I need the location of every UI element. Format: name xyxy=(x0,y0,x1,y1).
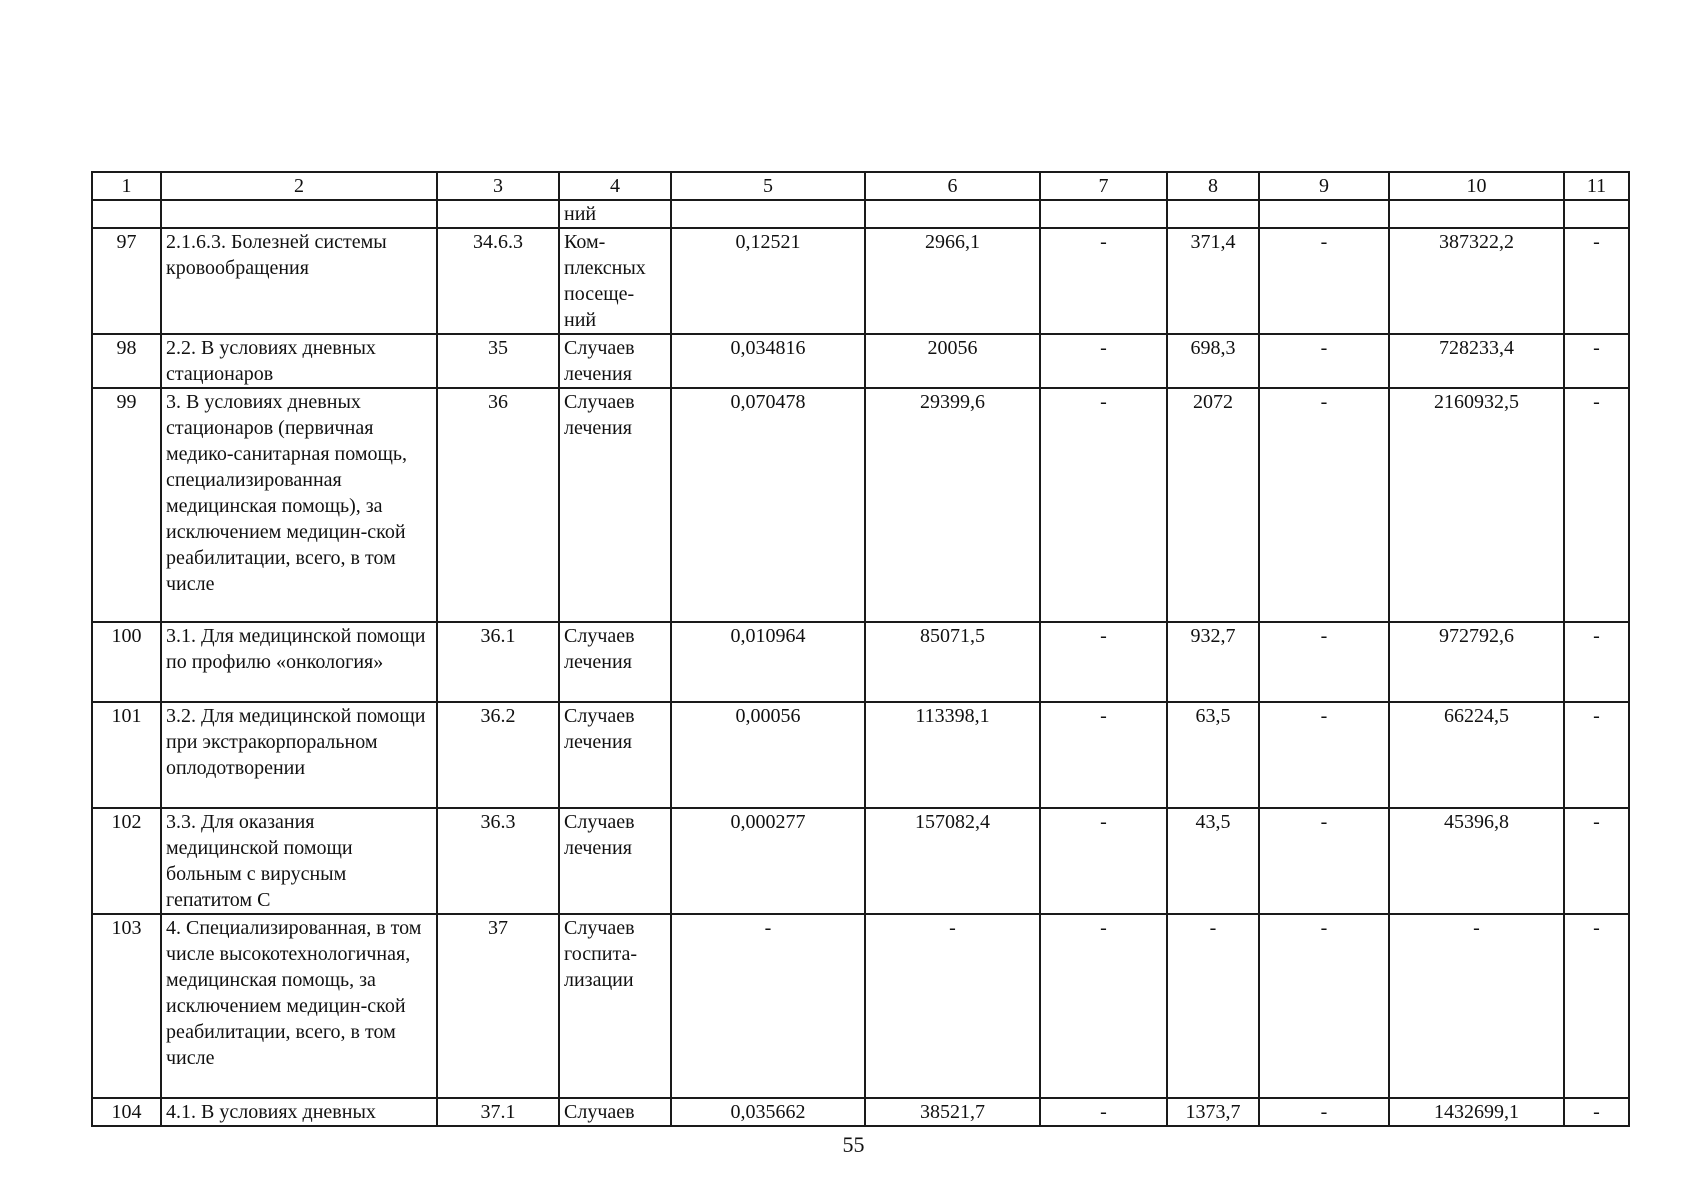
table-cell-col-9: - xyxy=(1259,1098,1389,1126)
table-cell-col-6: 29399,6 xyxy=(865,388,1040,622)
table-cell-col-9: - xyxy=(1259,914,1389,1098)
table-cell-col-3: 36.1 xyxy=(437,622,559,702)
table-cell-col-1: 99 xyxy=(92,388,161,622)
table-cell-col-9: - xyxy=(1259,334,1389,388)
table-cell-col-8: 932,7 xyxy=(1167,622,1259,702)
table-cell-col-10: 387322,2 xyxy=(1389,228,1564,334)
table-cell-col-4: Случаев лечения xyxy=(559,334,671,388)
table-cell-col-6: 2966,1 xyxy=(865,228,1040,334)
table-cell-col-1: 101 xyxy=(92,702,161,808)
table-cell-col-2: 3. В условиях дневных стационаров (первичная медико-санитарная помощь, специализированная медицинская помощь), за исключением медицин-ской реабилитации, всего, в том числе xyxy=(161,388,437,622)
table-cell-col-6: 6 xyxy=(865,172,1040,200)
table-cell-col-9: - xyxy=(1259,622,1389,702)
table-cell-col-3 xyxy=(437,200,559,228)
table-cell-col-8: 8 xyxy=(1167,172,1259,200)
table-cell-col-11: - xyxy=(1564,622,1629,702)
table-cell-col-10: 1432699,1 xyxy=(1389,1098,1564,1126)
table-cell-col-5: 0,034816 xyxy=(671,334,865,388)
table-cell-col-5: - xyxy=(671,914,865,1098)
table-cell-col-9: - xyxy=(1259,808,1389,914)
table-row xyxy=(92,702,1629,808)
table-cell-col-11: 11 xyxy=(1564,172,1629,200)
table-cell-col-10: - xyxy=(1389,914,1564,1098)
table-cell-col-11: - xyxy=(1564,702,1629,808)
table-cell-col-2: 2.1.6.3. Болезней системы кровообращения xyxy=(161,228,437,334)
table-cell-col-10: 10 xyxy=(1389,172,1564,200)
table-cell-col-11: - xyxy=(1564,228,1629,334)
table-cell-col-1 xyxy=(92,200,161,228)
table-cell-col-3: 36.3 xyxy=(437,808,559,914)
table-cell-col-4: Случаев госпита- лизации xyxy=(559,914,671,1098)
table-cell-col-3: 36.2 xyxy=(437,702,559,808)
table-cell-col-8: 1373,7 xyxy=(1167,1098,1259,1126)
table-cell-col-3: 3 xyxy=(437,172,559,200)
table-cell-col-7: 7 xyxy=(1040,172,1167,200)
table-row xyxy=(92,914,1629,1098)
table-cell-col-9: - xyxy=(1259,228,1389,334)
table-cell-col-7: - xyxy=(1040,334,1167,388)
table-cell-col-4: Ком- плексных посеще- ний xyxy=(559,228,671,334)
table-cell-col-7: - xyxy=(1040,808,1167,914)
table-cell-col-8: 63,5 xyxy=(1167,702,1259,808)
table-cell-col-7: - xyxy=(1040,914,1167,1098)
table-continuation-row xyxy=(92,200,1629,228)
table-cell-col-6: - xyxy=(865,914,1040,1098)
table-cell-col-2: 3.3. Для оказания медицинской помощи больным с вирусным гепатитом С xyxy=(161,808,437,914)
table-cell-col-10 xyxy=(1389,200,1564,228)
table-cell-col-5: 0,010964 xyxy=(671,622,865,702)
table-cell-col-7: - xyxy=(1040,228,1167,334)
table-cell-col-11: - xyxy=(1564,808,1629,914)
table-cell-col-9: - xyxy=(1259,388,1389,622)
table-cell-col-1: 102 xyxy=(92,808,161,914)
table-cell-col-3: 37 xyxy=(437,914,559,1098)
table-header-row xyxy=(92,172,1629,200)
table-cell-col-8: - xyxy=(1167,914,1259,1098)
table-row xyxy=(92,228,1629,334)
table-cell-col-5: 0,12521 xyxy=(671,228,865,334)
table-cell-col-3: 34.6.3 xyxy=(437,228,559,334)
table-cell-col-10: 2160932,5 xyxy=(1389,388,1564,622)
table-cell-col-7 xyxy=(1040,200,1167,228)
data-table-container xyxy=(91,171,1628,1127)
table-cell-col-5: 0,00056 xyxy=(671,702,865,808)
table-cell-col-2: 2.2. В условиях дневных стационаров xyxy=(161,334,437,388)
table-cell-col-4: Случаев лечения xyxy=(559,702,671,808)
table-cell-col-1: 104 xyxy=(92,1098,161,1126)
table-cell-col-4: Случаев лечения xyxy=(559,808,671,914)
table-cell-col-2: 2 xyxy=(161,172,437,200)
table-cell-col-9: 9 xyxy=(1259,172,1389,200)
table-cell-col-8: 43,5 xyxy=(1167,808,1259,914)
table-cell-col-6: 157082,4 xyxy=(865,808,1040,914)
table-row xyxy=(92,808,1629,914)
table-cell-col-7: - xyxy=(1040,388,1167,622)
table-cell-col-8 xyxy=(1167,200,1259,228)
table-row xyxy=(92,622,1629,702)
table-cell-col-4: ний xyxy=(559,200,671,228)
table-cell-col-10: 728233,4 xyxy=(1389,334,1564,388)
table-cell-col-2 xyxy=(161,200,437,228)
table-body xyxy=(92,172,1629,1126)
table-cell-col-4: Случаев лечения xyxy=(559,388,671,622)
table-cell-col-6: 85071,5 xyxy=(865,622,1040,702)
table-cell-col-4: 4 xyxy=(559,172,671,200)
table-cell-col-8: 371,4 xyxy=(1167,228,1259,334)
table-cell-col-11: - xyxy=(1564,1098,1629,1126)
table-cell-col-9 xyxy=(1259,200,1389,228)
table-cell-col-3: 37.1 xyxy=(437,1098,559,1126)
table-row xyxy=(92,1098,1629,1126)
table-cell-col-5: 5 xyxy=(671,172,865,200)
table-cell-col-1: 1 xyxy=(92,172,161,200)
table-cell-col-6 xyxy=(865,200,1040,228)
table-cell-col-1: 103 xyxy=(92,914,161,1098)
table-cell-col-11: - xyxy=(1564,388,1629,622)
table-cell-col-8: 2072 xyxy=(1167,388,1259,622)
table-row xyxy=(92,334,1629,388)
table-row xyxy=(92,388,1629,622)
table-cell-col-1: 97 xyxy=(92,228,161,334)
table-cell-col-11 xyxy=(1564,200,1629,228)
table-cell-col-10: 66224,5 xyxy=(1389,702,1564,808)
table-cell-col-7: - xyxy=(1040,1098,1167,1126)
table-cell-col-9: - xyxy=(1259,702,1389,808)
table-cell-col-10: 45396,8 xyxy=(1389,808,1564,914)
table-cell-col-6: 38521,7 xyxy=(865,1098,1040,1126)
table-cell-col-3: 35 xyxy=(437,334,559,388)
table-cell-col-3: 36 xyxy=(437,388,559,622)
table-cell-col-1: 98 xyxy=(92,334,161,388)
table-cell-col-7: - xyxy=(1040,702,1167,808)
table-cell-col-6: 20056 xyxy=(865,334,1040,388)
table-cell-col-2: 4. Специализированная, в том числе высокотехнологичная, медицинская помощь, за исключением медицин-ской реабилитации, всего, в том числе xyxy=(161,914,437,1098)
table-cell-col-4: Случаев лечения xyxy=(559,622,671,702)
table-cell-col-7: - xyxy=(1040,622,1167,702)
table-cell-col-5: 0,070478 xyxy=(671,388,865,622)
table-cell-col-2: 3.1. Для медицинской помощи по профилю «онкология» xyxy=(161,622,437,702)
table-cell-col-11: - xyxy=(1564,914,1629,1098)
table-cell-col-8: 698,3 xyxy=(1167,334,1259,388)
table-cell-col-5: 0,035662 xyxy=(671,1098,865,1126)
table-cell-col-2: 4.1. В условиях дневных xyxy=(161,1098,437,1126)
page-number: 55 xyxy=(842,1132,865,1157)
table-cell-col-10: 972792,6 xyxy=(1389,622,1564,702)
table-cell-col-2: 3.2. Для медицинской помощи при экстракорпоральном оплодотворении xyxy=(161,702,437,808)
table-cell-col-5: 0,000277 xyxy=(671,808,865,914)
table-cell-col-5 xyxy=(671,200,865,228)
table-cell-col-1: 100 xyxy=(92,622,161,702)
table-cell-col-6: 113398,1 xyxy=(865,702,1040,808)
table-cell-col-4: Случаев xyxy=(559,1098,671,1126)
data-table xyxy=(91,171,1630,1127)
table-cell-col-11: - xyxy=(1564,334,1629,388)
